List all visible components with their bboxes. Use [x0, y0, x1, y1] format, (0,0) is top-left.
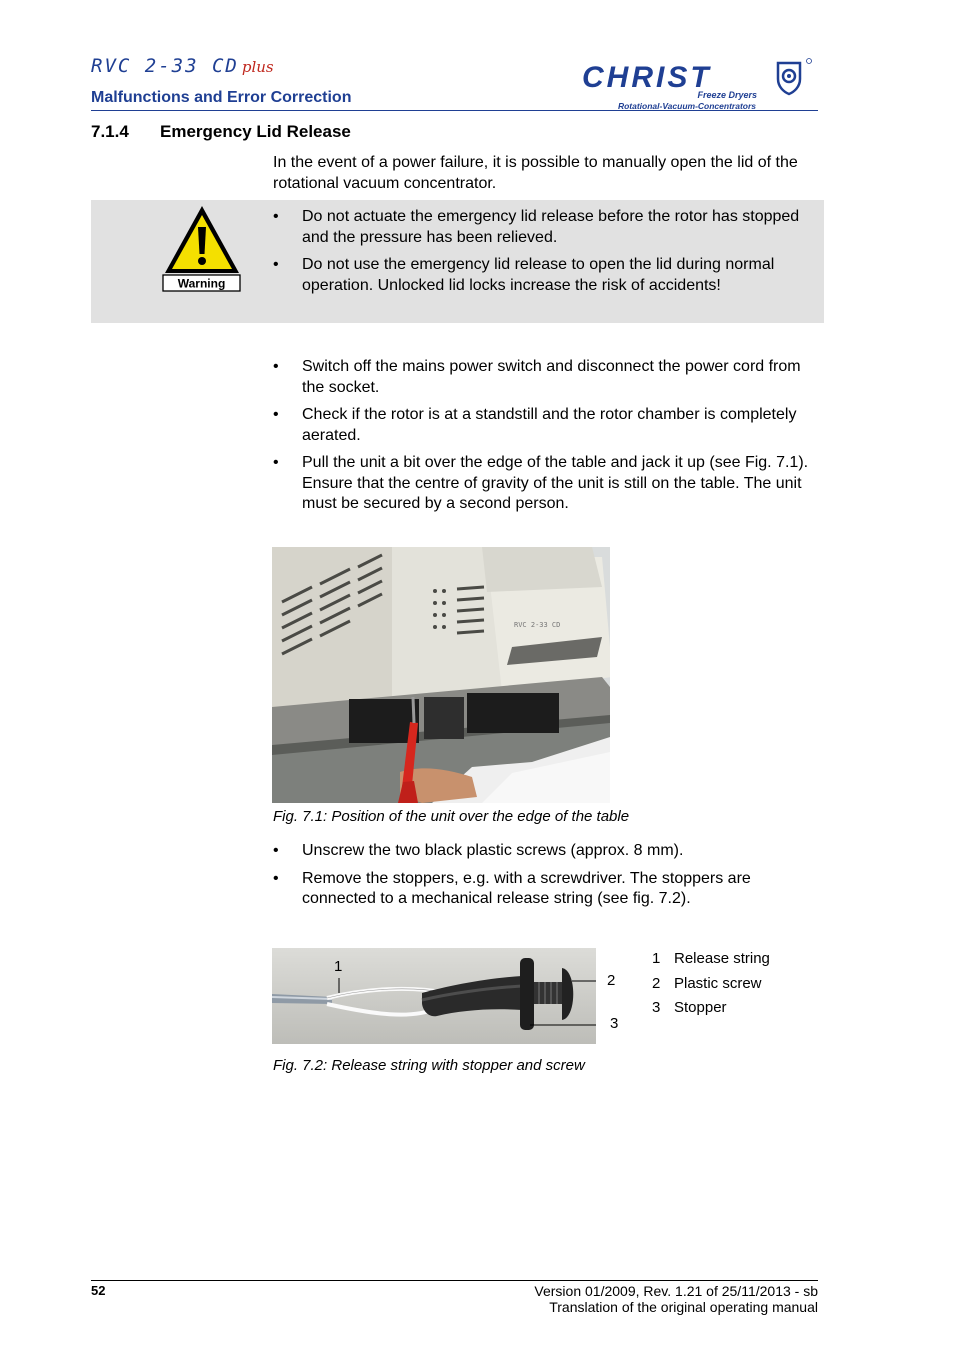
footer-rule [91, 1280, 818, 1281]
logo-line2: Rotational-Vacuum-Concentrators [617, 101, 756, 111]
list-item: • Remove the stoppers, e.g. with a screwdriver. The stoppers are connected to a mechanical release string (see fig. 7.2). [273, 869, 751, 907]
section-number: 7.1.4 [91, 122, 129, 141]
list-item: • Do not actuate the emergency lid release before the rotor has stopped and the pressure has been relieved. [273, 208, 800, 246]
bullet: • [273, 842, 279, 859]
model-suffix: plus [241, 58, 274, 76]
steps-list-2 [273, 841, 818, 910]
intro-paragraph: In the event of a power failure, it is possible to manually open the lid of the rotational vacuum concentrator. [273, 154, 798, 192]
figure-1-caption: Fig. 7.1: Position of the unit over the edge of the table [273, 808, 630, 825]
callout-2: 2 [607, 972, 616, 989]
bullet: • [273, 454, 279, 471]
list-item: • Check if the rotor is at a standstill and the rotor chamber is completely aerated. [273, 406, 797, 444]
logo-brand: CHRIST [582, 61, 712, 94]
warning-label: Warning [177, 276, 226, 291]
logo-line1: Freeze Dryers [697, 90, 757, 100]
bullet: • [273, 358, 279, 375]
section-title: Emergency Lid Release [160, 122, 351, 141]
figure-2-legend [652, 949, 770, 1023]
list-item: • Unscrew the two black plastic screws (approx. 8 mm). [273, 841, 818, 862]
logo-mark-icon [778, 63, 800, 94]
bullet: • [273, 869, 279, 887]
legend-item: 1 Release string [652, 950, 770, 967]
bullet: • [273, 208, 279, 225]
legend-item: 2 Plastic screw [652, 974, 762, 992]
figure-2-caption: Fig. 7.2: Release string with stopper and screw [273, 1057, 585, 1074]
steps-list-1 [273, 357, 818, 515]
bullet: • [273, 256, 279, 273]
callout-1: 1 [334, 958, 343, 975]
figure-unit-photo [272, 547, 610, 803]
figure-release-string-photo [272, 948, 596, 1044]
legend-item: 3 Stopper [652, 999, 727, 1016]
christ-logo [582, 55, 817, 111]
page-number: 52 [91, 1283, 106, 1298]
list-item: • Pull the unit a bit over the edge of the table and jack it up (see Fig. 7.1). Ensure that the centre of gravity of the unit is still on the table. The unit must be secured by a second person. [273, 454, 809, 512]
version-info: Version 01/2009, Rev. 1.21 of 25/11/2013 - sb [534, 1283, 818, 1299]
list-item: • Do not use the emergency lid release to open the lid during normal operation. Unlocked lid locks increase the risk of accidents! [273, 256, 775, 294]
callout-3: 3 [610, 1015, 619, 1032]
bullet: • [273, 406, 279, 423]
header-rule [91, 110, 818, 111]
device-label: RVC 2-33 CD [514, 621, 561, 629]
warning-list [273, 207, 813, 296]
section-header: Malfunctions and Error Correction [91, 89, 352, 106]
warning-triangle-icon [162, 203, 242, 293]
list-item: • Switch off the mains power switch and disconnect the power cord from the socket. [273, 358, 801, 396]
model-name: RVC 2-33 CD plus [91, 55, 274, 77]
translation-note: Translation of the original operating manual [549, 1299, 818, 1315]
